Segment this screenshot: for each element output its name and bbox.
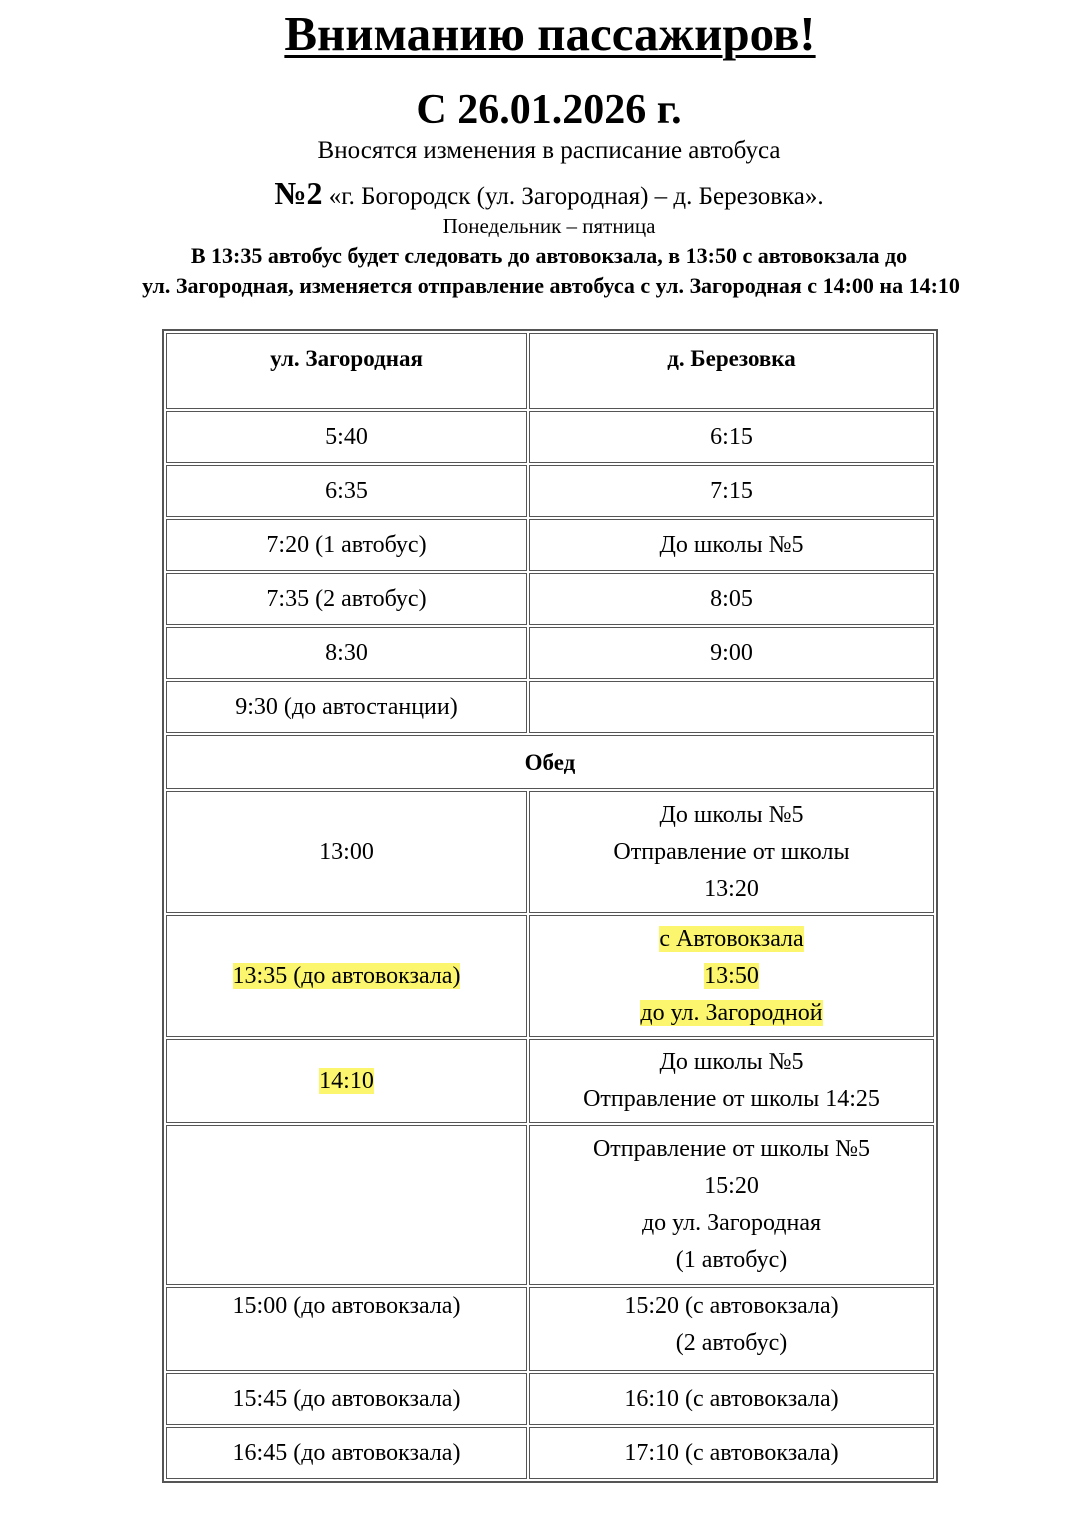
schedule-cell (166, 519, 527, 571)
schedule-cell (529, 573, 934, 625)
schedule-cell-text (167, 527, 526, 564)
schedule-cell (166, 1427, 527, 1479)
schedule-cell-value: 13:50 (704, 962, 759, 989)
schedule-cell-value: до ул. Загородной (640, 999, 823, 1026)
schedule-cell-value: 13:35 (до автовокзала) (232, 962, 461, 989)
table-row (166, 1427, 934, 1479)
lunch-cell: Обед (166, 735, 934, 789)
service-days: Понедельник – пятница (442, 214, 656, 238)
schedule-cell (166, 1287, 527, 1371)
schedule-cell-text (167, 1063, 526, 1100)
schedule-cell-text (167, 473, 526, 510)
schedule-cell (529, 681, 934, 733)
schedule-cell-value: до ул. Загородная (641, 1210, 822, 1236)
schedule-cell (529, 465, 934, 517)
schedule-cell (166, 465, 527, 517)
table-row (166, 411, 934, 463)
schedule-cell (529, 1039, 934, 1123)
schedule-cell-text (167, 1288, 526, 1325)
notice-title: Вниманию пассажиров! (284, 6, 816, 61)
table-row (166, 627, 934, 679)
schedule-cell-value: (2 автобус) (675, 1330, 788, 1356)
schedule-cell-text (530, 1168, 933, 1205)
schedule-header-row (166, 333, 934, 409)
schedule-cell-value: 16:45 (до автовокзала) (232, 1439, 461, 1466)
schedule-cell-value: До школы №5 (659, 1049, 804, 1075)
schedule-cell (166, 791, 527, 913)
schedule-cell (166, 1373, 527, 1425)
schedule-cell-value: 7:15 (710, 477, 753, 504)
table-row (166, 1287, 934, 1371)
schedule-cell-text (530, 995, 933, 1032)
schedule-cell-value: 5:40 (325, 423, 368, 450)
schedule-cell (166, 915, 527, 1037)
schedule-cell (166, 1039, 527, 1123)
schedule-cell-text (530, 797, 933, 834)
schedule-cell (529, 627, 934, 679)
schedule-cell-text (530, 1131, 933, 1168)
schedule-cell-value: 15:20 (с автовокзала) (624, 1293, 839, 1319)
schedule-cell-text (530, 1381, 933, 1418)
schedule-cell (166, 627, 527, 679)
table-row (166, 791, 934, 913)
schedule-cell-value: 13:00 (319, 838, 374, 865)
schedule-cell-value: 15:00 (до автовокзала) (232, 1293, 461, 1319)
schedule-cell-text (167, 581, 526, 618)
schedule-cell-value: (1 автобус) (675, 1247, 788, 1273)
schedule-cell (529, 915, 934, 1037)
table-row (166, 915, 934, 1037)
schedule-cell-value: 16:10 (с автовокзала) (624, 1385, 839, 1412)
schedule-cell (529, 411, 934, 463)
schedule-cell-text (530, 473, 933, 510)
schedule-cell-value: 6:35 (325, 477, 368, 504)
schedule-cell (166, 681, 527, 733)
schedule-cell-value: Отправление от школы 14:25 (583, 1086, 880, 1112)
schedule-cell-text (530, 871, 933, 908)
schedule-cell-value: 8:05 (710, 585, 753, 612)
schedule-cell (529, 1287, 934, 1371)
schedule-cell-value: 14:10 (319, 1067, 374, 1094)
schedule-cell-text (530, 419, 933, 456)
schedule-cell-value: 13:20 (704, 875, 759, 902)
schedule-cell (529, 1427, 934, 1479)
lunch-row (166, 735, 934, 789)
effective-date: С 26.01.2026 г. (416, 87, 682, 133)
table-row (166, 465, 934, 517)
header-zagorodnaya: ул. Загородная (166, 333, 527, 409)
schedule-cell-text (167, 1435, 526, 1472)
schedule-cell-value: 8:30 (325, 639, 368, 666)
schedule-cell (529, 519, 934, 571)
schedule-cell-text (530, 1044, 933, 1081)
schedule-cell-value: 7:35 (2 автобус) (266, 585, 427, 612)
schedule-cell-text (167, 419, 526, 456)
schedule-cell-text (530, 1081, 933, 1118)
schedule-cell-text (530, 1242, 933, 1279)
schedule-cell-value: 7:20 (1 автобус) (266, 531, 427, 558)
schedule-cell-text (530, 1205, 933, 1242)
schedule-cell-text (530, 581, 933, 618)
schedule-cell-text (167, 635, 526, 672)
schedule-cell-text (530, 834, 933, 871)
schedule-cell-text (530, 1325, 933, 1362)
schedule-cell-text (167, 689, 526, 726)
schedule-cell-text (530, 958, 933, 995)
schedule-cell-value: 15:45 (до автовокзала) (232, 1385, 461, 1412)
schedule-cell-text (167, 958, 526, 995)
table-row (166, 1373, 934, 1425)
change-description-line-2: ул. Загородная, изменяется отправление автобуса с ул. Загородная с 14:00 на 14:10 (142, 273, 960, 298)
table-row (166, 681, 934, 733)
schedule-table (162, 329, 938, 1483)
table-row (166, 1125, 934, 1285)
change-description-line-1: В 13:35 автобус будет следовать до автовокзала, в 13:50 с автовокзала до (190, 243, 908, 268)
header-berezovka: д. Березовка (529, 333, 934, 409)
schedule-cell-value: Отправление от школы (613, 838, 850, 865)
schedule-cell (529, 791, 934, 913)
change-intro: Вносятся изменения в расписание автобуса (317, 137, 781, 164)
schedule-cell (166, 1125, 527, 1285)
schedule-cell-text (530, 1288, 933, 1325)
schedule-cell-value: Отправление от школы №5 (592, 1136, 871, 1162)
route-name: «г. Богородск (ул. Загородная) – д. Березовка». (322, 183, 824, 210)
schedule-cell-text (530, 1435, 933, 1472)
schedule-cell-value: 9:30 (до автостанции) (235, 693, 458, 720)
schedule-cell (529, 1373, 934, 1425)
table-row (166, 573, 934, 625)
schedule-cell-text (167, 834, 526, 871)
table-row (166, 519, 934, 571)
schedule-cell-text (530, 527, 933, 564)
schedule-cell-text (167, 1381, 526, 1418)
schedule-cell-value: До школы №5 (659, 531, 804, 558)
schedule-cell (166, 411, 527, 463)
schedule-cell (166, 573, 527, 625)
schedule-cell-value: 6:15 (710, 423, 753, 450)
schedule-cell-value: 15:20 (704, 1173, 759, 1199)
schedule-cell (529, 1125, 934, 1285)
table-row (166, 1039, 934, 1123)
schedule-cell-text (530, 921, 933, 958)
schedule-cell-value: 9:00 (710, 639, 753, 666)
schedule-cell-text (530, 635, 933, 672)
route-number: №2 (274, 175, 323, 211)
schedule-cell-value: До школы №5 (659, 801, 804, 828)
schedule-cell-value: с Автовокзала (659, 925, 804, 952)
schedule-cell-value: 17:10 (с автовокзала) (624, 1439, 839, 1466)
